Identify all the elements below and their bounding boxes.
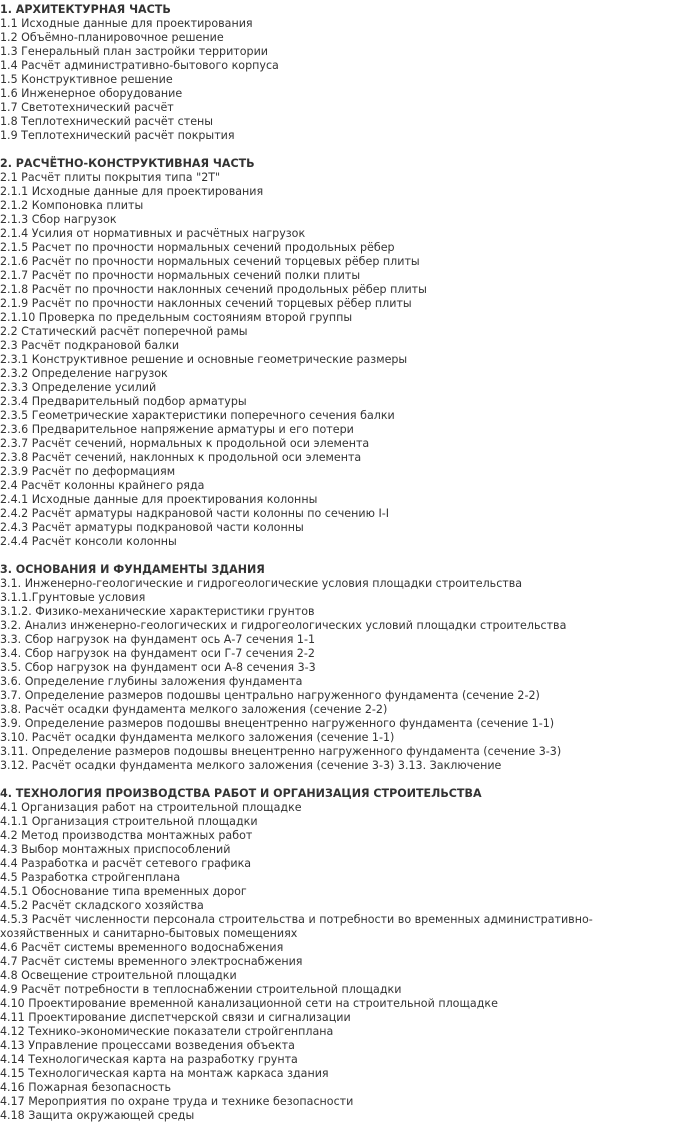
list-item: 4.5.1 Обоснование типа временных дорог: [0, 885, 247, 898]
section-title: 4. ТЕХНОЛОГИЯ ПРОИЗВОДСТВА РАБОТ И ОРГАНИЗАЦИЯ СТРОИТЕЛЬСТВА: [0, 787, 482, 800]
list-item: 3.2. Анализ инженерно-геологических и гидрогеологических условий площадки строительства: [0, 619, 567, 632]
list-item: 3.1. Инженерно-геологические и гидрогеологические условия площадки строительства: [0, 577, 523, 590]
list-item: 2.4.4 Расчёт консоли колонны: [0, 535, 177, 548]
list-item: 3.7. Определение размеров подошвы центрально нагруженного фундамента (сечение 2-2): [0, 689, 540, 702]
list-item: 3.6. Определение глубины заложения фундамента: [0, 675, 303, 688]
list-item: 4.10 Проектирование временной канализационной сети на строительной площадке: [0, 997, 498, 1010]
list-item: 4.12 Технико-экономические показатели стройгенплана: [0, 1025, 334, 1038]
section-title: 1. АРХИТЕКТУРНАЯ ЧАСТЬ: [0, 3, 171, 16]
list-item: 3.9. Определение размеров подошвы внецентренно нагруженного фундамента (сечение 1-1): [0, 717, 555, 730]
list-item: 4.2 Метод производства монтажных работ: [0, 829, 253, 842]
list-item: 2.1.4 Усилия от нормативных и расчётных нагрузок: [0, 227, 306, 240]
list-item: 2.3.9 Расчёт по деформациям: [0, 465, 176, 478]
list-item: 2.3.7 Расчёт сечений, нормальных к продольной оси элемента: [0, 437, 370, 450]
list-item: 2.4.3 Расчёт арматуры подкрановой части колонны: [0, 521, 304, 534]
list-item: 4.8 Освещение строительной площадки: [0, 969, 237, 982]
list-item: 4.13 Управление процессами возведения объекта: [0, 1039, 295, 1052]
list-item: 4.11 Проектирование диспетчерской связи и сигнализации: [0, 1011, 351, 1024]
list-item: 3.10. Расчёт осадки фундамента мелкого заложения (сечение 1-1): [0, 731, 395, 744]
list-item: 4.17 Мероприятия по охране труда и технике безопасности: [0, 1095, 354, 1108]
list-item: 4.3 Выбор монтажных приспособлений: [0, 843, 231, 856]
list-item: 2.3 Расчёт подкрановой балки: [0, 339, 180, 352]
list-item: 2.1.3 Сбор нагрузок: [0, 213, 117, 226]
section-title: 2. РАСЧЁТНО-КОНСТРУКТИВНАЯ ЧАСТЬ: [0, 157, 255, 170]
list-item: 1.3 Генеральный план застройки территории: [0, 45, 269, 58]
section-construction-technology: [0, 787, 700, 1123]
list-item: 3.1.1.Грунтовые условия: [0, 591, 146, 604]
list-item: 4.16 Пожарная безопасность: [0, 1081, 172, 1094]
list-item: 2.1.5 Расчет по прочности нормальных сечений продольных рёбер: [0, 241, 395, 254]
list-item: 4.9 Расчёт потребности в теплоснабжении строительной площадки: [0, 983, 402, 996]
list-item: 2.1.9 Расчёт по прочности наклонных сечений торцевых рёбер плиты: [0, 297, 412, 310]
list-item: 4.18 Защита окружающей среды: [0, 1109, 195, 1122]
list-item: 1.5 Конструктивное решение: [0, 73, 173, 86]
list-item: 4.14 Технологическая карта на разработку грунта: [0, 1053, 298, 1066]
list-item: 2.1.10 Проверка по предельным состояниям второй группы: [0, 311, 353, 324]
list-item: 1.2 Объёмно-планировочное решение: [0, 31, 224, 44]
list-item: 2.1 Расчёт плиты покрытия типа "2Т": [0, 171, 221, 184]
list-item: 2.2 Статический расчёт поперечной рамы: [0, 325, 248, 338]
section-foundations: [0, 563, 700, 773]
list-item: 2.3.2 Определение нагрузок: [0, 367, 168, 380]
list-item: 2.3.3 Определение усилий: [0, 381, 157, 394]
list-item: 2.3.6 Предварительное напряжение арматуры и его потери: [0, 423, 354, 436]
list-item: 2.3.4 Предварительный подбор арматуры: [0, 395, 247, 408]
list-item: 4.1 Организация работ на строительной площадке: [0, 801, 302, 814]
list-item: 3.5. Сбор нагрузок на фундамент оси А-8 сечения 3-3: [0, 661, 316, 674]
list-item: 4.7 Расчёт системы временного электроснабжения: [0, 955, 303, 968]
list-item: 3.4. Сбор нагрузок на фундамент оси Г-7 сечения 2-2: [0, 647, 315, 660]
section-structural: [0, 157, 700, 549]
section-title: 3. ОСНОВАНИЯ И ФУНДАМЕНТЫ ЗДАНИЯ: [0, 563, 265, 576]
list-item: 3.8. Расчёт осадки фундамента мелкого заложения (сечение 2-2): [0, 703, 388, 716]
list-item: 3.1.2. Физико-механические характеристики грунтов: [0, 605, 315, 618]
list-item: 2.3.1 Конструктивное решение и основные геометрические размеры: [0, 353, 408, 366]
list-item: 2.1.8 Расчёт по прочности наклонных сечений продольных рёбер плиты: [0, 283, 427, 296]
list-item: 2.4.1 Исходные данные для проектирования колонны: [0, 493, 318, 506]
list-item: 4.6 Расчёт системы временного водоснабжения: [0, 941, 284, 954]
list-item: 4.5 Разработка стройгенплана: [0, 871, 181, 884]
list-item: 2.1.2 Компоновка плиты: [0, 199, 144, 212]
list-item: 2.1.6 Расчёт по прочности нормальных сечений торцевых рёбер плиты: [0, 255, 420, 268]
list-item: 4.1.1 Организация строительной площадки: [0, 815, 258, 828]
list-item: 1.7 Светотехнический расчёт: [0, 101, 174, 114]
list-item: 3.12. Расчёт осадки фундамента мелкого заложения (сечение 3-3) 3.13. Заключение: [0, 759, 502, 772]
list-item: 4.5.2 Расчёт складского хозяйства: [0, 899, 204, 912]
list-item: 1.1 Исходные данные для проектирования: [0, 17, 253, 30]
list-item: 4.5.3 Расчёт численности персонала строительства и потребности во временных административно-хозяйственных и санитарно-бытовых помещениях: [0, 913, 593, 940]
list-item: 2.1.1 Исходные данные для проектирования: [0, 185, 264, 198]
list-item: 1.8 Теплотехнический расчёт стены: [0, 115, 214, 128]
section-architecture: [0, 3, 700, 143]
list-item: 3.11. Определение размеров подошвы внецентренно нагруженного фундамента (сечение 3-3): [0, 745, 562, 758]
list-item: 1.4 Расчёт административно-бытового корпуса: [0, 59, 279, 72]
list-item: 3.3. Сбор нагрузок на фундамент ось А-7 сечения 1-1: [0, 633, 316, 646]
list-item: 2.3.8 Расчёт сечений, наклонных к продольной оси элемента: [0, 451, 362, 464]
list-item: 1.6 Инженерное оборудование: [0, 87, 183, 100]
list-item: 2.4.2 Расчёт арматуры надкрановой части колонны по сечению I-I: [0, 507, 389, 520]
list-item: 4.4 Разработка и расчёт сетевого графика: [0, 857, 252, 870]
list-item: 1.9 Теплотехнический расчёт покрытия: [0, 129, 235, 142]
list-item: 2.4 Расчёт колонны крайнего ряда: [0, 479, 205, 492]
list-item: 4.15 Технологическая карта на монтаж каркаса здания: [0, 1067, 329, 1080]
list-item: 2.1.7 Расчёт по прочности нормальных сечений полки плиты: [0, 269, 361, 282]
list-item: 2.3.5 Геометрические характеристики поперечного сечения балки: [0, 409, 395, 422]
